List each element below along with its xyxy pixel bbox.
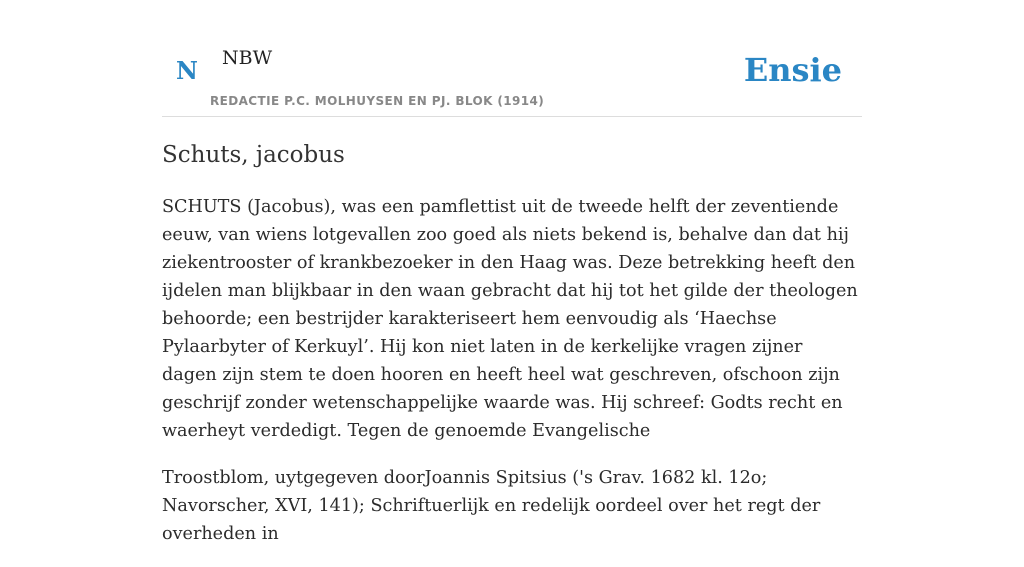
ensie-logo[interactable]: Ensie bbox=[743, 51, 842, 89]
source-badge: N bbox=[176, 56, 198, 85]
source-subtitle: REDACTIE P.C. MOLHUYSEN EN PJ. BLOK (1914) bbox=[210, 94, 545, 108]
source-header bbox=[162, 0, 862, 117]
article-paragraph: Troostblom, uytgegeven doorJoannis Spitsius ('s Grav. 1682 kl. 12o; Navorscher, XVI, 141); Schriftuerlijk en redelijk oordeel over het regt der overheden in bbox=[162, 468, 821, 544]
article-paragraph: SCHUTS (Jacobus), was een pamflettist uit de tweede helft der zeventiende eeuw, van wiens lotgevallen zoo goed als niets bekend is, behalve dan dat hij ziekentrooster of krankbezoeker in den Haag was. Deze betrekking heeft den ijdelen man blijkbaar in den waan gebracht dat hij tot het gilde der theologen behoorde; een bestrijder karakteriseert hem eenvoudig als ‘Haechse Pylaarbyter of Kerkuyl’. Hij kon niet laten in de kerkelijke vragen zijner dagen zijn stem te doen hooren en heeft heel wat geschreven, ofschoon zijn geschrijf zonder wetenschappelijke waarde was. Hij schreef: Godts recht en waerheyt verdedigt. Tegen de genoemde Evangelische bbox=[162, 197, 858, 441]
source-title[interactable]: NBW bbox=[222, 47, 273, 69]
article-body bbox=[162, 193, 862, 567]
article-title: Schuts, jacobus bbox=[162, 142, 345, 168]
